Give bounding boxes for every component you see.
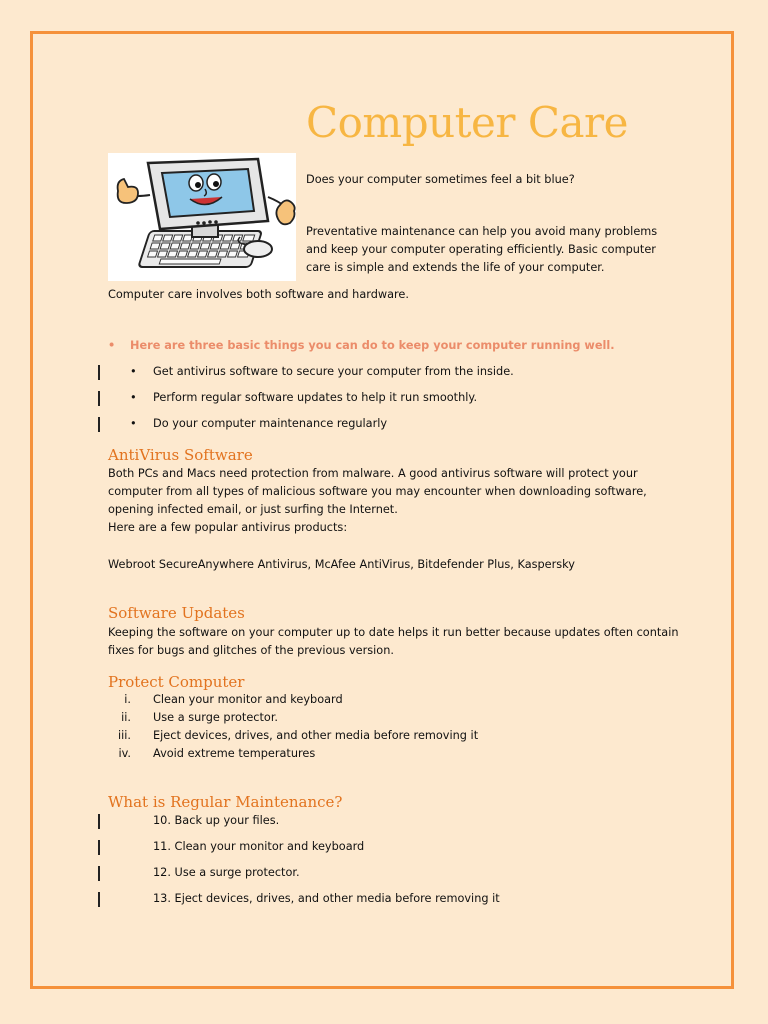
cartoon-computer-icon xyxy=(108,153,296,281)
paragraph-line: fixes for bugs and glitches of the previous version. xyxy=(108,644,394,657)
bullet-intro-text: Here are three basic things you can do to keep your computer running well. xyxy=(130,339,615,352)
bullet-dot-icon: • xyxy=(130,391,137,404)
document-title: Computer Care xyxy=(306,98,628,147)
list-item: 10. Back up your files. xyxy=(153,814,280,827)
intro-paragraph xyxy=(306,223,657,277)
change-bar xyxy=(98,814,100,829)
list-item xyxy=(130,415,387,433)
updates-paragraph xyxy=(108,624,679,660)
antivirus-products: Webroot SecureAnywhere Antivirus, McAfee AntiVirus, Bitdefender Plus, Kaspersky xyxy=(108,558,575,571)
paragraph-line: opening infected email, or just surfing the Internet. xyxy=(108,503,398,516)
paragraph-line: computer from all types of malicious software you may encounter when downloading software, xyxy=(108,485,647,498)
change-bar xyxy=(98,365,100,380)
list-item: 11. Clean your monitor and keyboard xyxy=(153,840,365,853)
bullet-dot-icon: • xyxy=(108,339,116,352)
list-item-text: Avoid extreme temperatures xyxy=(153,747,316,760)
intro-line: care is simple and extends the life of your computer. xyxy=(306,261,605,274)
change-bar xyxy=(98,417,100,432)
list-item xyxy=(130,363,514,381)
intro-line: Preventative maintenance can help you avoid many problems xyxy=(306,225,658,238)
list-item-text: Eject devices, drives, and other media before removing it xyxy=(153,729,479,742)
list-item: 12. Use a surge protector. xyxy=(153,866,300,879)
list-item: 13. Eject devices, drives, and other media before removing it xyxy=(153,892,500,905)
software-hardware-text: Computer care involves both software and hardware. xyxy=(108,288,409,301)
paragraph-line: Here are a few popular antivirus products: xyxy=(108,521,348,534)
list-number: iii. xyxy=(117,729,131,742)
list-item xyxy=(108,691,343,709)
bullet-dot-icon: • xyxy=(130,365,137,378)
list-item-text: Perform regular software updates to help it run smoothly. xyxy=(153,391,478,404)
change-bar xyxy=(98,866,100,881)
bullet-dot-icon: • xyxy=(130,417,137,430)
change-bar xyxy=(98,840,100,855)
list-item-text: Use a surge protector. xyxy=(153,711,279,724)
section-heading-maintenance: What is Regular Maintenance? xyxy=(108,793,343,811)
change-bar xyxy=(98,391,100,406)
list-item xyxy=(130,389,477,407)
change-bar xyxy=(98,892,100,907)
section-heading-updates: Software Updates xyxy=(108,604,245,622)
list-number: iv. xyxy=(118,747,131,760)
antivirus-paragraph xyxy=(108,465,647,537)
list-item xyxy=(108,745,315,763)
list-number: i. xyxy=(124,693,131,706)
list-item xyxy=(108,727,478,745)
intro-question: Does your computer sometimes feel a bit blue? xyxy=(306,173,575,186)
paragraph-line: Both PCs and Macs need protection from malware. A good antivirus software will protect your xyxy=(108,467,638,480)
section-heading-antivirus: AntiVirus Software xyxy=(108,446,253,464)
list-item-text: Do your computer maintenance regularly xyxy=(153,417,388,430)
bullet-intro xyxy=(108,339,615,352)
list-number: ii. xyxy=(121,711,131,724)
paragraph-line: Keeping the software on your computer up to date helps it run better because updates often contain xyxy=(108,626,679,639)
list-item xyxy=(108,709,278,727)
section-heading-protect: Protect Computer xyxy=(108,673,245,691)
list-item-text: Get antivirus software to secure your computer from the inside. xyxy=(153,365,514,378)
intro-line: and keep your computer operating efficiently. Basic computer xyxy=(306,243,656,256)
list-item-text: Clean your monitor and keyboard xyxy=(153,693,343,706)
